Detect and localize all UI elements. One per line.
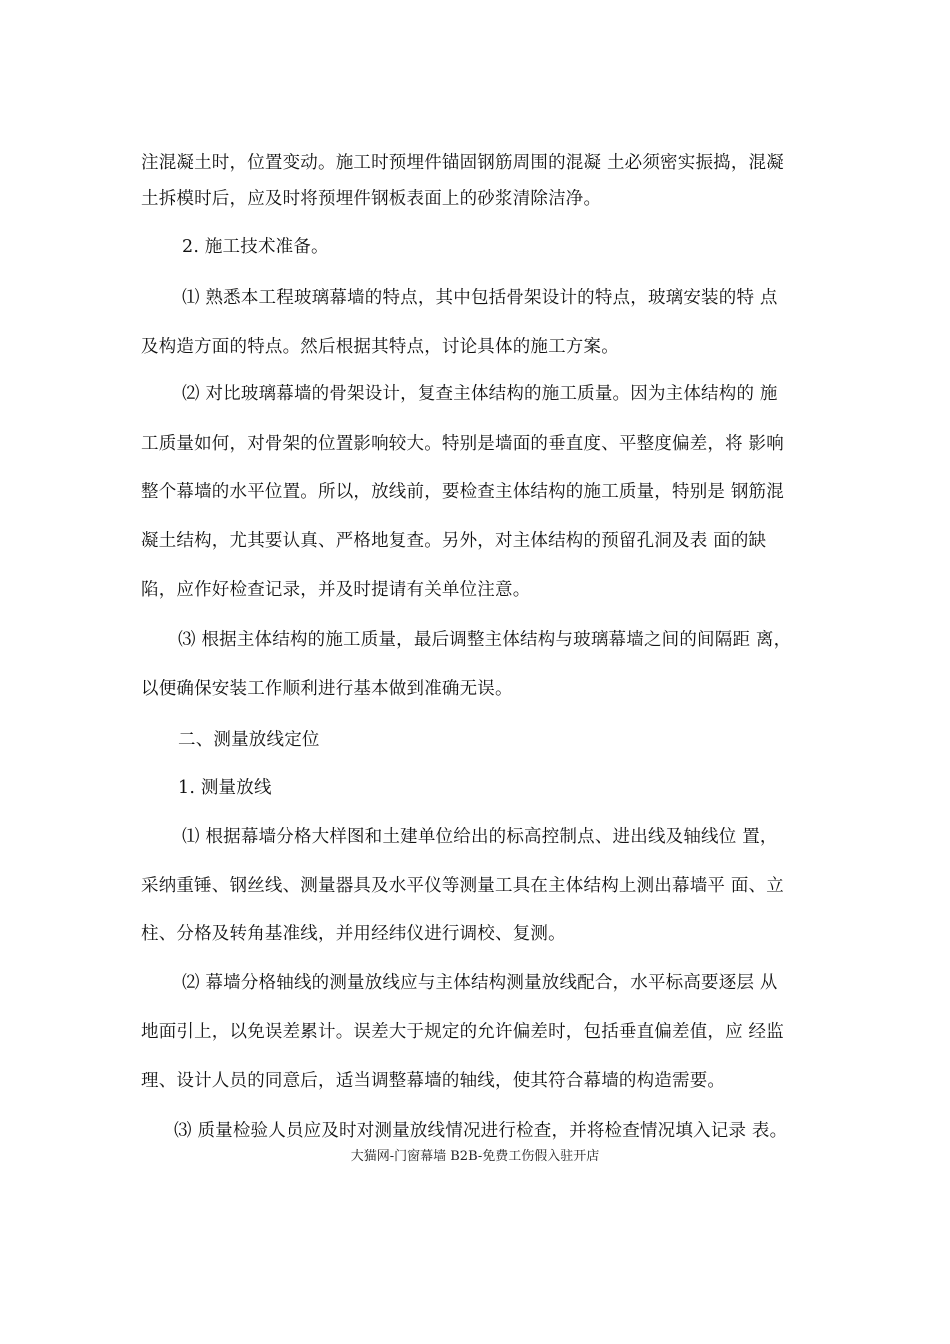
text-line: 柱、分格及转角基准线，并用经纬仪进行调校、复测。	[141, 924, 566, 944]
subsection-heading: 1. 测量放线	[178, 778, 272, 798]
text-line: ⑵ 幕墙分格轴线的测量放线应与主体结构测量放线配合，水平标高要逐层 从	[182, 973, 778, 993]
text-line: 工质量如何，对骨架的位置影响较大。特别是墙面的垂直度、平整度偏差，将 影响	[141, 434, 784, 454]
text-line: 陷，应作好检查记录，并及时提请有关单位注意。	[141, 580, 531, 600]
text-line: ⑴ 熟悉本工程玻璃幕墙的特点，其中包括骨架设计的特点，玻璃安装的特 点	[182, 288, 778, 308]
text-line: ⑴ 根据幕墙分格大样图和土建单位给出的标高控制点、进出线及轴线位 置，	[182, 827, 778, 847]
text-line: ⑶ 质量检验人员应及时对测量放线情况进行检查，并将检查情况填入记录 表。	[174, 1121, 788, 1141]
page-footer: 大猫网-门窗幕墙 B2B-免费工伤假入驻开店	[350, 1149, 600, 1164]
text-line: 注混凝土时，位置变动。施工时预埋件锚固钢筋周围的混凝 土必须密实振捣，混凝	[141, 153, 784, 173]
text-line: 凝土结构，尤其要认真、严格地复查。另外，对主体结构的预留孔洞及表 面的缺	[141, 531, 767, 551]
text-line: 理、设计人员的同意后，适当调整幕墙的轴线，使其符合幕墙的构造需要。	[141, 1071, 726, 1091]
text-line: 土拆模时后，应及时将预埋件钢板表面上的砂浆清除洁净。	[141, 189, 602, 209]
text-line: 整个幕墙的水平位置。所以，放线前，要检查主体结构的施工质量，特别是 钢筋混	[141, 482, 784, 502]
text-line: 以便确保安装工作顺利进行基本做到准确无误。	[141, 679, 513, 699]
text-line: 采纳重锤、钢丝线、测量器具及水平仪等测量工具在主体结构上测出幕墙平 面、立	[141, 876, 784, 896]
text-line: ⑶ 根据主体结构的施工质量，最后调整主体结构与玻璃幕墙之间的间隔距 离，	[178, 630, 792, 650]
section-heading: 二、测量放线定位	[178, 730, 320, 750]
text-line: 及构造方面的特点。然后根据其特点，讨论具体的施工方案。	[141, 337, 619, 357]
text-line: ⑵ 对比玻璃幕墙的骨架设计，复查主体结构的施工质量。因为主体结构的 施	[182, 384, 778, 404]
section-heading: 2. 施工技术准备。	[182, 237, 329, 257]
text-line: 地面引上，以免误差累计。误差大于规定的允许偏差时，包括垂直偏差值，应 经监	[141, 1022, 784, 1042]
